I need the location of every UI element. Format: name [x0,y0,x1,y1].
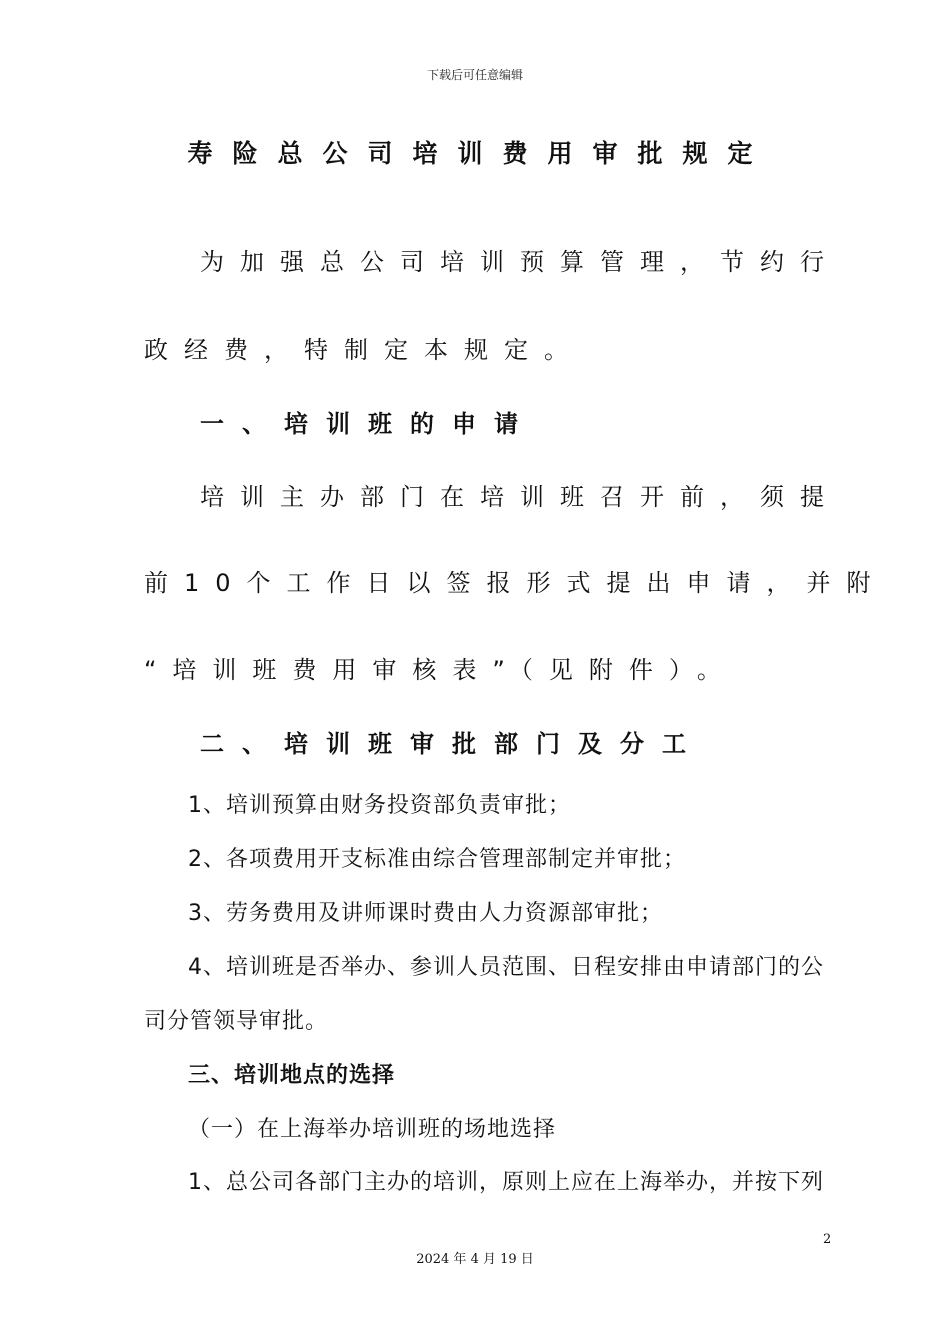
section-3-heading: 三、培训地点的选择 [188,1063,396,1088]
section-3-line-1: 1、总公司各部门主办的培训，原则上应在上海举办，并按下列 [188,1170,824,1195]
section-1-line-2: 前10个工作日以签报形式提出申请，并附 [144,569,887,597]
section-1-heading: 一、培训班的申请 [200,410,536,438]
section-2-item-4: 4、培训班是否举办、参训人员范围、日程安排由申请部门的公 [188,955,824,980]
page-number: 2 [823,1232,832,1247]
section-2-item-4-cont: 司分管领导审批。 [144,1009,329,1034]
page-header: 下载后可任意编辑 [426,68,523,82]
section-2-item-2: 2、各项费用开支标准由综合管理部制定并审批； [188,847,686,872]
section-2-item-3: 3、劳务费用及讲师课时费由人力资源部审批； [188,901,663,926]
intro-line-1: 为加强总公司培训预算管理，节约行 [200,248,840,276]
document-title: 寿险总公司培训费用审批规定 [187,139,773,168]
section-3-subheading: （一）在上海举办培训班的场地选择 [188,1117,557,1142]
section-1-line-1: 培训主办部门在培训班召开前，须提 [200,483,840,511]
intro-line-2: 政经费，特制定本规定。 [144,336,584,364]
section-2-item-1: 1、培训预算由财务投资部负责审批； [188,793,571,818]
section-1-line-3: “培训班费用审核表”（见附件）。 [144,656,737,684]
footer-date: 2024 年 4 月 19 日 [416,1252,534,1267]
section-2-heading: 二、培训班审批部门及分工 [200,730,704,758]
